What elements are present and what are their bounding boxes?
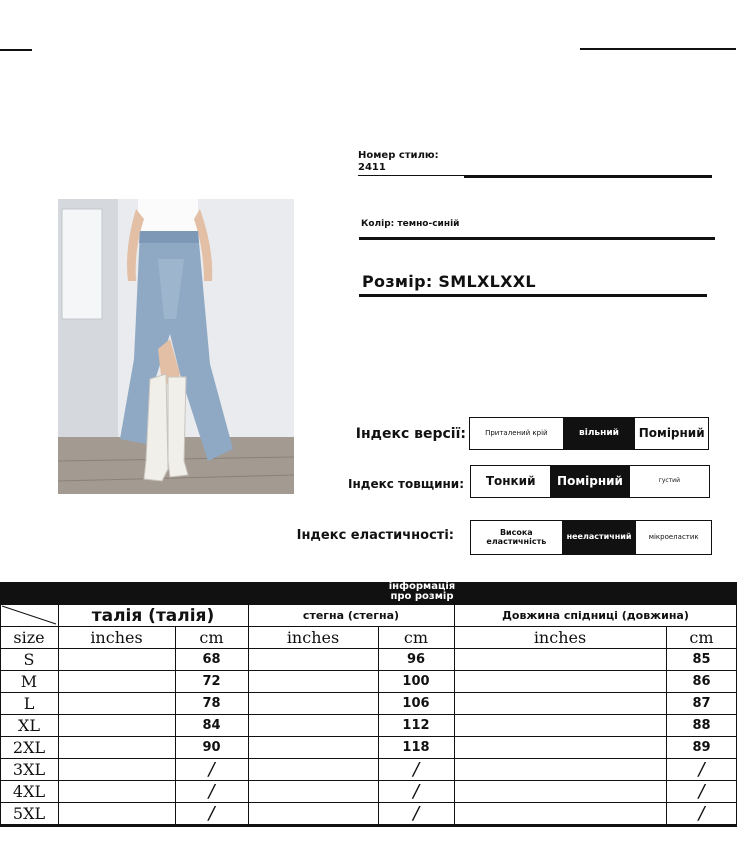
length-cm-cell: / xyxy=(698,802,705,824)
size-cell: S xyxy=(23,649,35,669)
header-diagonal xyxy=(0,604,58,626)
elasticity-option-micro[interactable]: мікроеластик xyxy=(648,532,699,541)
waist-inches-cell xyxy=(58,802,175,824)
grid-line xyxy=(175,626,176,824)
thickness-index-label: Індекс товщини: xyxy=(348,477,464,491)
length-cm-cell: 85 xyxy=(692,651,711,667)
size-cell: 5XL xyxy=(12,803,46,823)
hips-inches-cell xyxy=(248,736,378,758)
hips-cm-cell: / xyxy=(412,780,420,802)
waist-cm-cell: 84 xyxy=(202,717,221,733)
table-title-bar xyxy=(0,582,737,604)
fit-index-label: Індекс версії: xyxy=(355,426,466,442)
length-cm-cell: / xyxy=(698,780,705,802)
hips-inches-cell xyxy=(248,758,378,780)
hips-cm-header: cm xyxy=(403,627,429,647)
product-photo xyxy=(58,199,294,494)
length-inches-cell xyxy=(454,714,666,736)
size-chart-table xyxy=(0,582,737,824)
color-label: Колір: темно-синій xyxy=(361,219,460,229)
hips-inches-cell xyxy=(248,648,378,670)
waist-header: талія (талія) xyxy=(91,605,215,626)
length-inches-cell xyxy=(454,802,666,824)
waist-inches-header: inches xyxy=(90,627,143,647)
hips-inches-cell xyxy=(248,714,378,736)
grid-line xyxy=(378,626,379,824)
length-inches-header: inches xyxy=(533,627,587,647)
size-cell: L xyxy=(23,693,35,713)
thickness-index-selector xyxy=(470,465,710,498)
thickness-option-moderate[interactable]: Помірний xyxy=(550,466,629,497)
hips-cm-cell: / xyxy=(412,802,420,824)
top-right-rule xyxy=(580,48,736,50)
size-rule xyxy=(359,294,707,297)
hips-cm-cell: 100 xyxy=(402,673,430,689)
size-cell: 3XL xyxy=(12,759,46,779)
hips-inches-cell xyxy=(248,692,378,714)
hips-inches-cell xyxy=(248,780,378,802)
waist-inches-cell xyxy=(58,736,175,758)
elasticity-index-selector xyxy=(470,520,712,555)
style-label: Номер стилю: xyxy=(358,150,439,161)
waist-cm-cell: 78 xyxy=(202,695,221,711)
waist-cm-cell: 90 xyxy=(202,739,221,755)
hips-inches-header: inches xyxy=(286,627,340,647)
grid-line xyxy=(0,626,58,627)
size-column-header: size xyxy=(13,627,45,647)
bottom-rule xyxy=(0,824,737,827)
grid-line xyxy=(0,604,737,605)
hips-cm-cell: 112 xyxy=(402,717,430,733)
waist-cm-header: cm xyxy=(199,627,224,647)
waist-inches-cell xyxy=(58,648,175,670)
hips-inches-cell xyxy=(248,802,378,824)
waist-cm-cell: / xyxy=(208,780,215,802)
waist-inches-cell xyxy=(58,692,175,714)
size-cell: 2XL xyxy=(12,737,46,757)
hips-header: стегна (стегна) xyxy=(302,609,400,622)
hips-cm-cell: / xyxy=(412,758,420,780)
table-title: інформація про розмір xyxy=(388,581,456,602)
grid-line xyxy=(248,604,249,824)
size-cell: M xyxy=(20,671,38,691)
fit-option-fitted[interactable]: Приталений крій xyxy=(485,428,548,437)
waist-cm-cell: / xyxy=(208,802,215,824)
length-cm-cell: / xyxy=(698,758,705,780)
length-inches-cell xyxy=(454,648,666,670)
style-number: 2411 xyxy=(358,162,386,173)
length-inches-cell xyxy=(454,758,666,780)
style-rule-thin xyxy=(358,175,464,176)
length-cm-header: cm xyxy=(689,627,714,647)
waist-cm-cell: / xyxy=(208,758,215,780)
length-cm-cell: 88 xyxy=(692,717,711,733)
hips-cm-cell: 118 xyxy=(402,739,430,755)
size-cell: XL xyxy=(17,715,40,735)
length-cm-cell: 86 xyxy=(692,673,711,689)
waist-inches-cell xyxy=(58,780,175,802)
waist-cm-cell: 72 xyxy=(202,673,221,689)
waist-inches-cell xyxy=(58,670,175,692)
length-cm-cell: 87 xyxy=(692,695,711,711)
thickness-option-thin[interactable]: Тонкий xyxy=(485,473,536,488)
hips-cm-cell: 96 xyxy=(406,651,426,667)
length-inches-cell xyxy=(454,670,666,692)
color-rule xyxy=(359,237,715,240)
length-inches-cell xyxy=(454,692,666,714)
length-inches-cell xyxy=(454,736,666,758)
grid-line xyxy=(666,626,667,824)
hips-cm-cell: 106 xyxy=(402,695,430,711)
elasticity-option-high[interactable]: Висока еластичність xyxy=(486,527,547,546)
style-rule xyxy=(464,175,712,178)
fit-option-loose[interactable]: вільний xyxy=(563,418,636,449)
grid-line xyxy=(58,604,59,824)
grid-line xyxy=(454,604,455,824)
fit-option-moderate[interactable]: Помірний xyxy=(638,425,705,440)
waist-cm-cell: 68 xyxy=(202,651,221,667)
size-cell: 4XL xyxy=(12,781,46,801)
waist-inches-cell xyxy=(58,714,175,736)
length-header: Довжина спідниці (довжина) xyxy=(502,609,689,622)
elasticity-option-none[interactable]: нееластичний xyxy=(562,521,637,554)
size-label: Розмір: SMLXLXXL xyxy=(362,272,536,291)
thickness-option-thick[interactable]: густий xyxy=(658,477,680,485)
length-inches-cell xyxy=(454,780,666,802)
hips-inches-cell xyxy=(248,670,378,692)
length-cm-cell: 89 xyxy=(692,739,711,755)
elasticity-index-label: Індекс еластичності: xyxy=(296,528,454,543)
fit-index-selector xyxy=(469,417,709,450)
grid-line xyxy=(0,604,1,824)
grid-line xyxy=(58,626,737,627)
waist-inches-cell xyxy=(58,758,175,780)
top-left-rule xyxy=(0,49,32,51)
